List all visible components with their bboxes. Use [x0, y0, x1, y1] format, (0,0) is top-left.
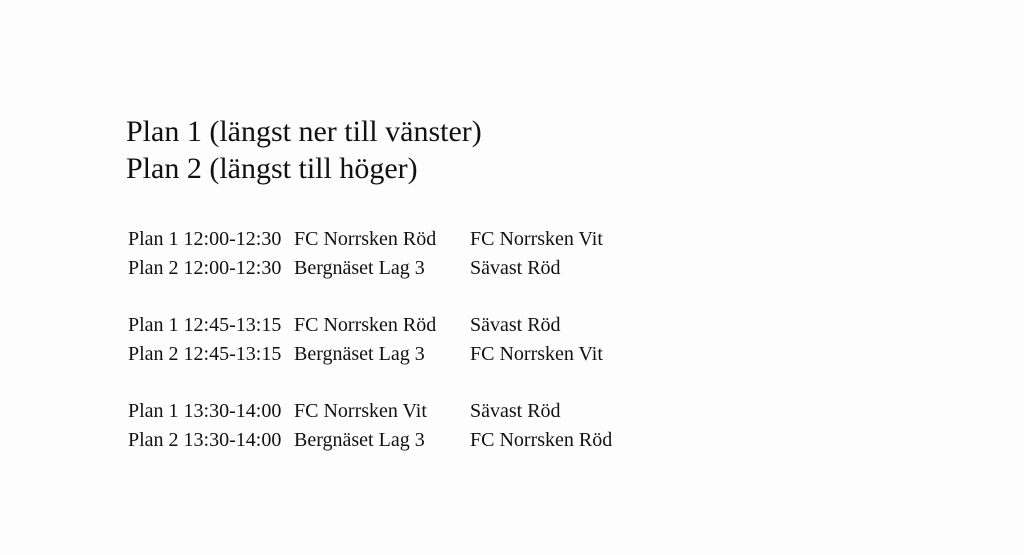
match-group-2 [128, 311, 612, 369]
home-team: FC Norrsken Vit [294, 400, 427, 422]
field-time: Plan 1 12:00-12:30 [128, 228, 282, 250]
field-headings [126, 113, 482, 187]
away-team: FC Norrsken Vit [470, 343, 603, 365]
home-team: Bergnäset Lag 3 [294, 343, 425, 365]
match-row [128, 225, 612, 254]
field-time: Plan 2 13:30-14:00 [128, 429, 282, 451]
match-row [128, 397, 612, 426]
field-time: Plan 1 13:30-14:00 [128, 400, 282, 422]
away-team: Sävast Röd [470, 400, 561, 422]
home-team: FC Norrsken Röd [294, 228, 437, 250]
match-group-1 [128, 225, 612, 283]
heading-plan-1: Plan 1 (längst ner till vänster) [126, 115, 482, 148]
field-time: Plan 1 12:45-13:15 [128, 314, 282, 336]
match-group-3 [128, 397, 612, 455]
home-team: Bergnäset Lag 3 [294, 429, 425, 451]
home-team: FC Norrsken Röd [294, 314, 437, 336]
match-row [128, 340, 612, 369]
away-team: FC Norrsken Röd [470, 429, 613, 451]
field-time: Plan 2 12:45-13:15 [128, 343, 282, 365]
field-time: Plan 2 12:00-12:30 [128, 257, 282, 279]
away-team: Sävast Röd [470, 314, 561, 336]
match-row [128, 254, 612, 283]
away-team: Sävast Röd [470, 257, 561, 279]
match-schedule [128, 225, 612, 483]
match-row [128, 311, 612, 340]
home-team: Bergnäset Lag 3 [294, 257, 425, 279]
heading-plan-2: Plan 2 (längst till höger) [126, 152, 418, 185]
match-row [128, 426, 612, 455]
away-team: FC Norrsken Vit [470, 228, 603, 250]
